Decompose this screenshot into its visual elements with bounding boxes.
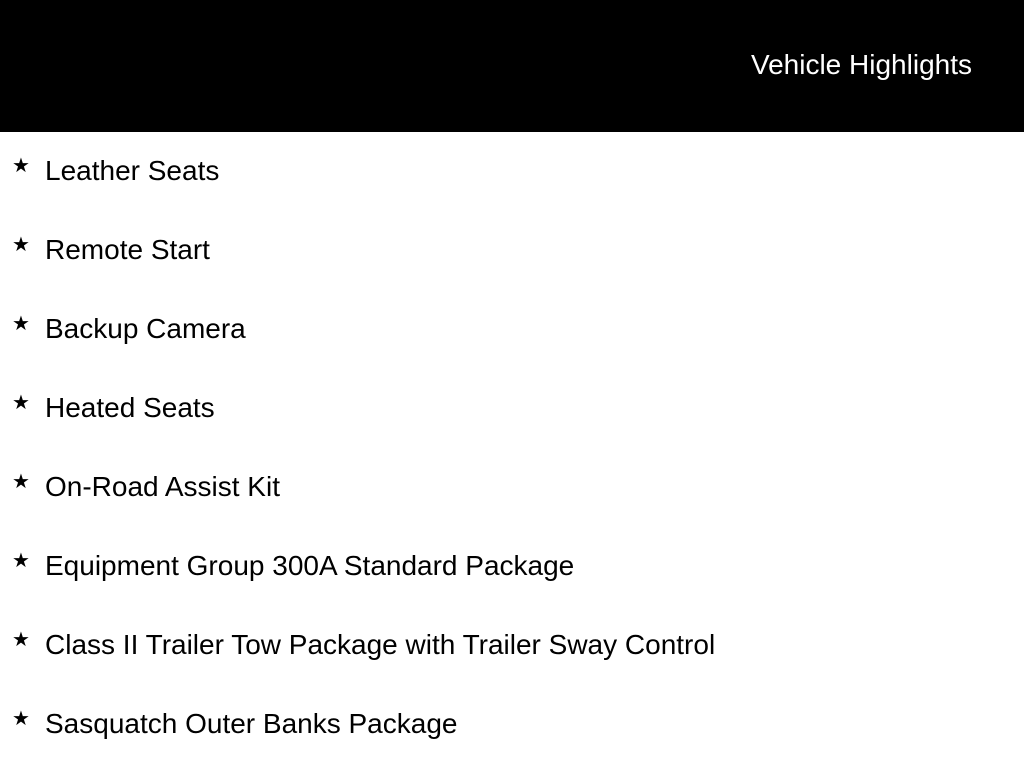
page-title: Vehicle Highlights [750,49,972,80]
star-icon: ★ [12,471,30,493]
highlight-label: Heated Seats [45,392,215,423]
highlight-label: Class II Trailer Tow Package with Trailer Sway Control [45,629,716,660]
star-icon: ★ [12,550,30,572]
star-icon: ★ [12,629,30,651]
list-item [0,549,1024,589]
highlight-label: Leather Seats [45,155,220,186]
star-icon: ★ [12,155,30,177]
highlight-label: Sasquatch Outer Banks Package [45,708,458,739]
list-item [0,391,1024,431]
highlight-label: Remote Start [45,234,210,265]
list-item [0,628,1024,668]
highlight-label: Equipment Group 300A Standard Package [45,550,575,581]
star-icon: ★ [12,234,30,256]
list-item [0,154,1024,194]
header-bar [0,0,1024,132]
list-item [0,233,1024,273]
list-item [0,312,1024,352]
star-icon: ★ [12,392,30,414]
highlight-label: On-Road Assist Kit [45,471,280,502]
list-item [0,470,1024,510]
star-icon: ★ [12,313,30,335]
list-item [0,707,1024,747]
star-icon: ★ [12,708,30,730]
highlight-label: Backup Camera [45,313,246,344]
